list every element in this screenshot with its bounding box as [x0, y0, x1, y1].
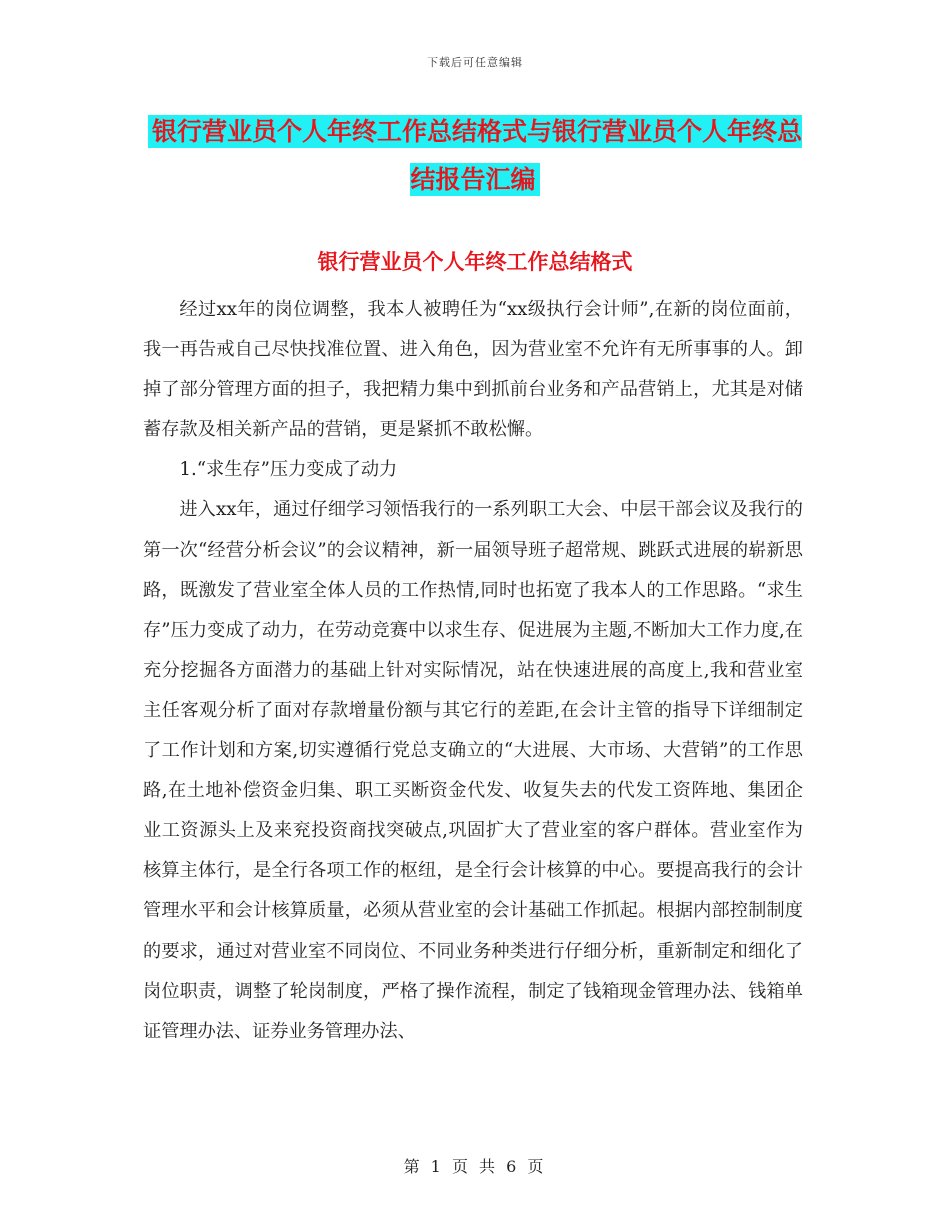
paragraph-heading: 1.“求生存”压力变成了动力 [179, 459, 398, 481]
paragraph: 经过xx年的岗位调整，我本人被聘任为“xx级执行会计师”,在新的岗位面前，我一再告戒自己尽快找准位置、进入角色，因为营业室不允许有无所事事的人。卸掉了部分管理方面的担子，我把精力集中到抓前台业务和产品营销上，尤其是对储蓄存款及相关新产品的营销，更是紧抓不敢松懈。 [143, 299, 803, 441]
header-note: 下载后可任意编辑 [427, 56, 523, 69]
paragraph: 进入xx年，通过仔细学习领悟我行的一系列职工大会、中层干部会议及我行的第一次“经营分析会议”的会议精神，新一届领导班子超常规、跳跃式进展的崭新思路，既激发了营业室全体人员的工作热情,同时也拓宽了我本人的工作思路。“求生存”压力变成了动力，在劳动竞赛中以求生存、促进展为主题,不断加大工作力度,在充分挖掘各方面潜力的基础上针对实际情况，站在快速进展的高度上,我和营业室主任客观分析了面对存款增量份额与其它行的差距,在会计主管的指导下详细制定了工作计划和方案,切实遵循行党总支确立的“大进展、大市场、大营销”的工作思路,在土地补偿资金归集、职工买断资金代发、收复失去的代发工资阵地、集团企业工资源头上及来兖投资商找突破点,巩固扩大了营业室的客户群体。营业室作为核算主体行，是全行各项工作的枢纽，是全行会计核算的中心。要提高我行的会计管理水平和会计核算质量，必须从营业室的会计基础工作抓起。根据内部控制制度的要求，通过对营业室不同岗位、不同业务种类进行仔细分析，重新制定和细化了岗位职责，调整了轮岗制度，严格了操作流程，制定了钱箱现金管理办法、钱箱单证管理办法、证券业务管理办法、 [143, 499, 803, 1042]
section-title: 银行营业员个人年终工作总结格式 [317, 249, 633, 274]
document-title-text: 银行营业员个人年终工作总结格式与银行营业员个人年终总结报告汇编 [148, 115, 802, 196]
document-title [140, 108, 810, 204]
page-number: 第 1 页 共 6 页 [403, 1157, 547, 1176]
document-body [143, 290, 803, 1052]
